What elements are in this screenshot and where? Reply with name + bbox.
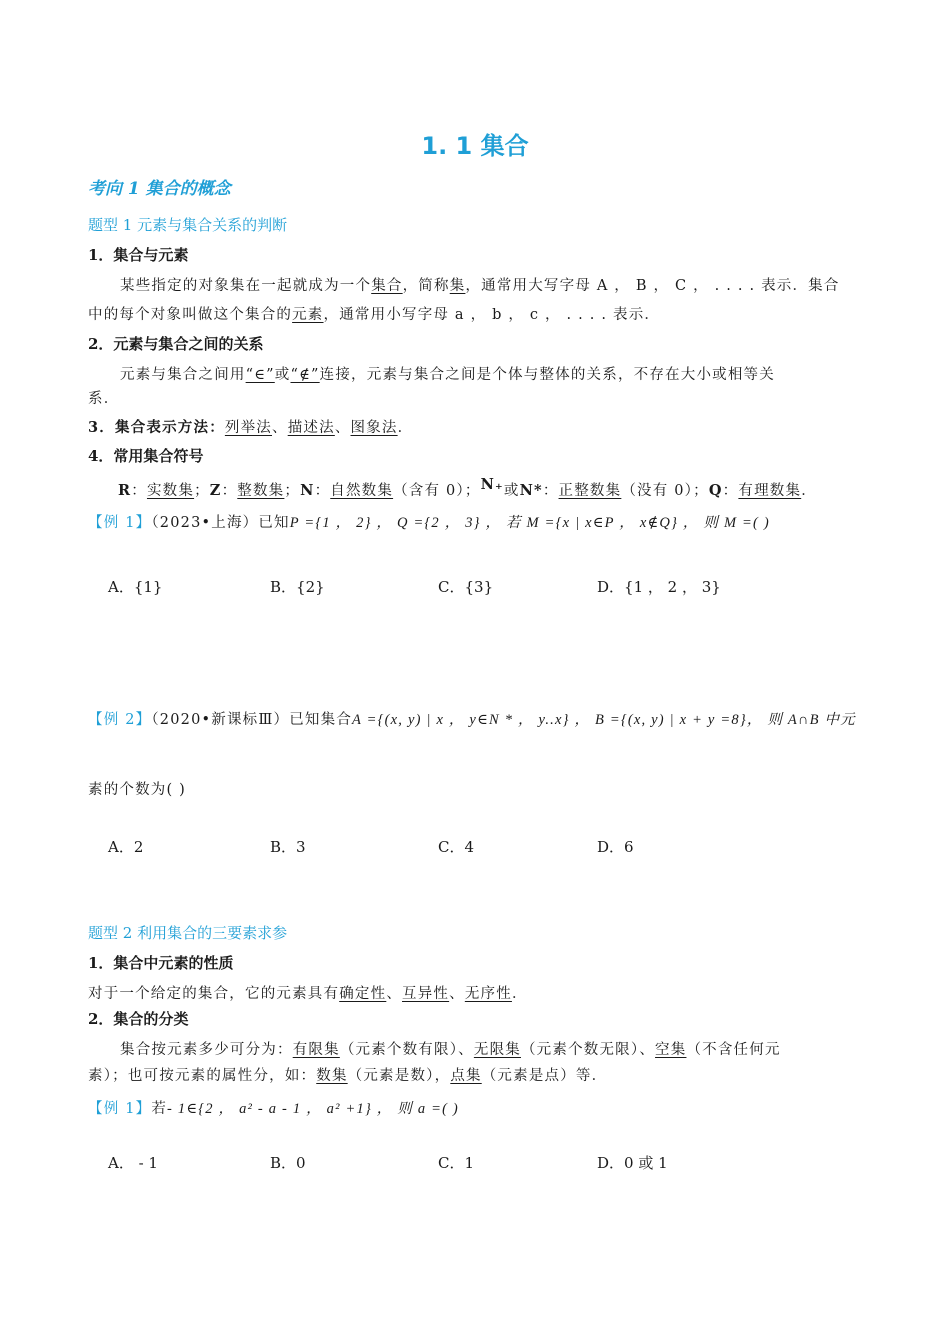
text: ： xyxy=(314,483,331,499)
text: ： xyxy=(542,483,559,499)
text: ，通常用小写字母 a ， b ， c ， . . . . 表示． xyxy=(323,307,661,323)
example-source: （2020•新课标Ⅲ）已知集合 xyxy=(151,712,353,728)
text: 、 xyxy=(334,420,351,436)
example-source: （2023•上海）已知 xyxy=(151,515,290,531)
example-label: 【例 2】 xyxy=(88,712,152,728)
text: ： xyxy=(722,483,739,499)
type1-example1-stem xyxy=(88,511,770,532)
text: （元素是数）， xyxy=(347,1068,451,1084)
term-collection: 集合 xyxy=(371,278,403,294)
type2-para2-line2 xyxy=(88,1064,607,1085)
type2-example1-stem xyxy=(88,1097,459,1118)
text: （没有 0）； xyxy=(621,483,709,499)
text: 若 xyxy=(151,1101,168,1117)
type2-para1 xyxy=(88,982,528,1003)
text: 元素与集合之间用 xyxy=(120,367,246,383)
text: ： xyxy=(221,483,238,499)
page-title: 1. 1 集合 xyxy=(421,132,529,160)
type2-ex1-option-a[interactable]: A． - 1 xyxy=(108,1154,158,1172)
text: 、 xyxy=(386,986,403,1002)
text: 或 xyxy=(503,483,520,499)
type2-ex1-option-d[interactable]: D．0 或 1 xyxy=(597,1154,668,1172)
type2-heading: 题型 2 利用集合的三要素求参 xyxy=(88,924,288,942)
text: （元素个数无限）、 xyxy=(520,1042,656,1058)
text: ，通常用大写字母 A ， B ， C ， . . . . 表示．集合 xyxy=(465,278,840,294)
text: （含有 0）； xyxy=(393,483,481,499)
example-math: P ={1 ， 2} ， Q ={2 ， 3} ， 若 M ={x | x∈P ， x∉Q} ， 则 M =( ) xyxy=(289,515,770,531)
term-set: 集 xyxy=(449,278,466,294)
type1-h2: 2．元素与集合之间的关系 xyxy=(88,335,264,353)
text: 集合按元素多少可分为： xyxy=(120,1042,293,1058)
text: 对于一个给定的集合，它的元素具有 xyxy=(88,986,340,1002)
term-description: 描述法 xyxy=(287,420,335,436)
type1-example2-stem xyxy=(88,708,856,729)
text: ． xyxy=(801,483,817,499)
symbol-Q: Q xyxy=(708,482,723,499)
type1-h1: 1．集合与元素 xyxy=(88,246,189,264)
term-reals: 实数集 xyxy=(146,483,195,499)
term-enumeration: 列举法 xyxy=(224,420,272,436)
example-math: A ={(x, y) | x ， y∈N * ， y..x} ， B ={(x, y) | x + y =8}， 则 A∩B 中元 xyxy=(352,712,856,728)
symbol-R: R xyxy=(118,482,132,499)
example-math: - 1∈{2 ， a² - a - 1 ， a² +1} ， 则 a =( ) xyxy=(167,1101,459,1117)
term-element: 元素 xyxy=(292,307,324,323)
type2-h1: 1．集合中元素的性质 xyxy=(88,954,234,972)
symbol-N-plus: N₊ xyxy=(480,476,504,493)
text: 中的每个对象叫做这个集合的 xyxy=(88,307,293,323)
type1-h3: 3．集合表示方法： xyxy=(88,419,225,436)
type1-para2-line2: 系． xyxy=(88,391,120,407)
type2-h2: 2．集合的分类 xyxy=(88,1010,189,1028)
text: 某些指定的对象集在一起就成为一个 xyxy=(120,278,372,294)
text: ． xyxy=(511,986,528,1002)
type1-h4: 4．常用集合符号 xyxy=(88,447,204,465)
text: 或 xyxy=(274,367,291,383)
type1-para1-line1 xyxy=(120,274,840,295)
text: 、 xyxy=(449,986,465,1002)
term-number-set: 数集 xyxy=(316,1068,348,1084)
symbol-N-star: N* xyxy=(519,482,543,499)
term-point-set: 点集 xyxy=(450,1068,482,1084)
example-label: 【例 1】 xyxy=(88,1101,152,1117)
section-heading: 考向 1 集合的概念 xyxy=(88,179,231,199)
text: （元素是点）等． xyxy=(481,1068,608,1084)
type1-para2-line1 xyxy=(120,363,775,384)
set-symbols-line xyxy=(118,476,817,500)
text: ； xyxy=(284,483,301,499)
type1-ex2-option-c[interactable]: C．4 xyxy=(438,838,475,856)
text: ． xyxy=(397,420,414,436)
text: ，简称 xyxy=(402,278,450,294)
type1-ex1-option-a[interactable]: A．{1} xyxy=(108,578,163,596)
text: ； xyxy=(194,483,210,499)
type1-ex2-option-b[interactable]: B．3 xyxy=(270,838,306,856)
type2-ex1-option-b[interactable]: B．0 xyxy=(270,1154,306,1172)
type1-ex1-option-c[interactable]: C．{3} xyxy=(438,578,494,596)
type1-example2-line2: 素的个数为( ) xyxy=(88,782,187,798)
term-definiteness: 确定性 xyxy=(339,986,387,1002)
text: 、 xyxy=(272,420,288,436)
text: （元素个数有限）、 xyxy=(339,1042,474,1058)
type1-heading: 题型 1 元素与集合关系的判断 xyxy=(88,216,288,234)
type1-ex2-option-a[interactable]: A．2 xyxy=(108,838,144,856)
term-naturals: 自然数集 xyxy=(330,483,394,499)
type1-ex2-option-d[interactable]: D．6 xyxy=(597,838,634,856)
symbol-Z: Z xyxy=(209,482,222,499)
text: 素）；也可按元素的属性分，如： xyxy=(88,1068,317,1084)
text: ： xyxy=(131,483,147,499)
term-integers: 整数集 xyxy=(237,483,285,499)
text: （不含任何元 xyxy=(686,1042,781,1058)
term-infinite-set: 无限集 xyxy=(473,1042,521,1058)
term-rationals: 有理数集 xyxy=(738,483,802,499)
term-finite-set: 有限集 xyxy=(292,1042,340,1058)
symbol-N: N xyxy=(300,482,315,499)
example-label: 【例 1】 xyxy=(88,515,152,531)
type1-ex1-option-b[interactable]: B．{2} xyxy=(270,578,325,596)
term-diagram: 图象法 xyxy=(350,420,398,436)
type2-para2-line1 xyxy=(120,1038,781,1059)
term-unorderedness: 无序性 xyxy=(464,986,512,1002)
term-empty-set: 空集 xyxy=(655,1042,687,1058)
symbol-notin: “∉” xyxy=(290,367,320,383)
term-positive-integers: 正整数集 xyxy=(558,483,622,499)
type1-para1-line2 xyxy=(88,303,660,324)
symbol-in: “∈” xyxy=(245,367,275,383)
text: 连接，元素与集合之间是个体与整体的关系，不存在大小或相等关 xyxy=(319,367,775,383)
term-distinctness: 互异性 xyxy=(402,986,450,1002)
type2-ex1-option-c[interactable]: C．1 xyxy=(438,1154,475,1172)
type1-ex1-option-d[interactable]: D．{1 ， 2 ， 3} xyxy=(597,578,721,596)
type1-h3-line xyxy=(88,416,413,437)
